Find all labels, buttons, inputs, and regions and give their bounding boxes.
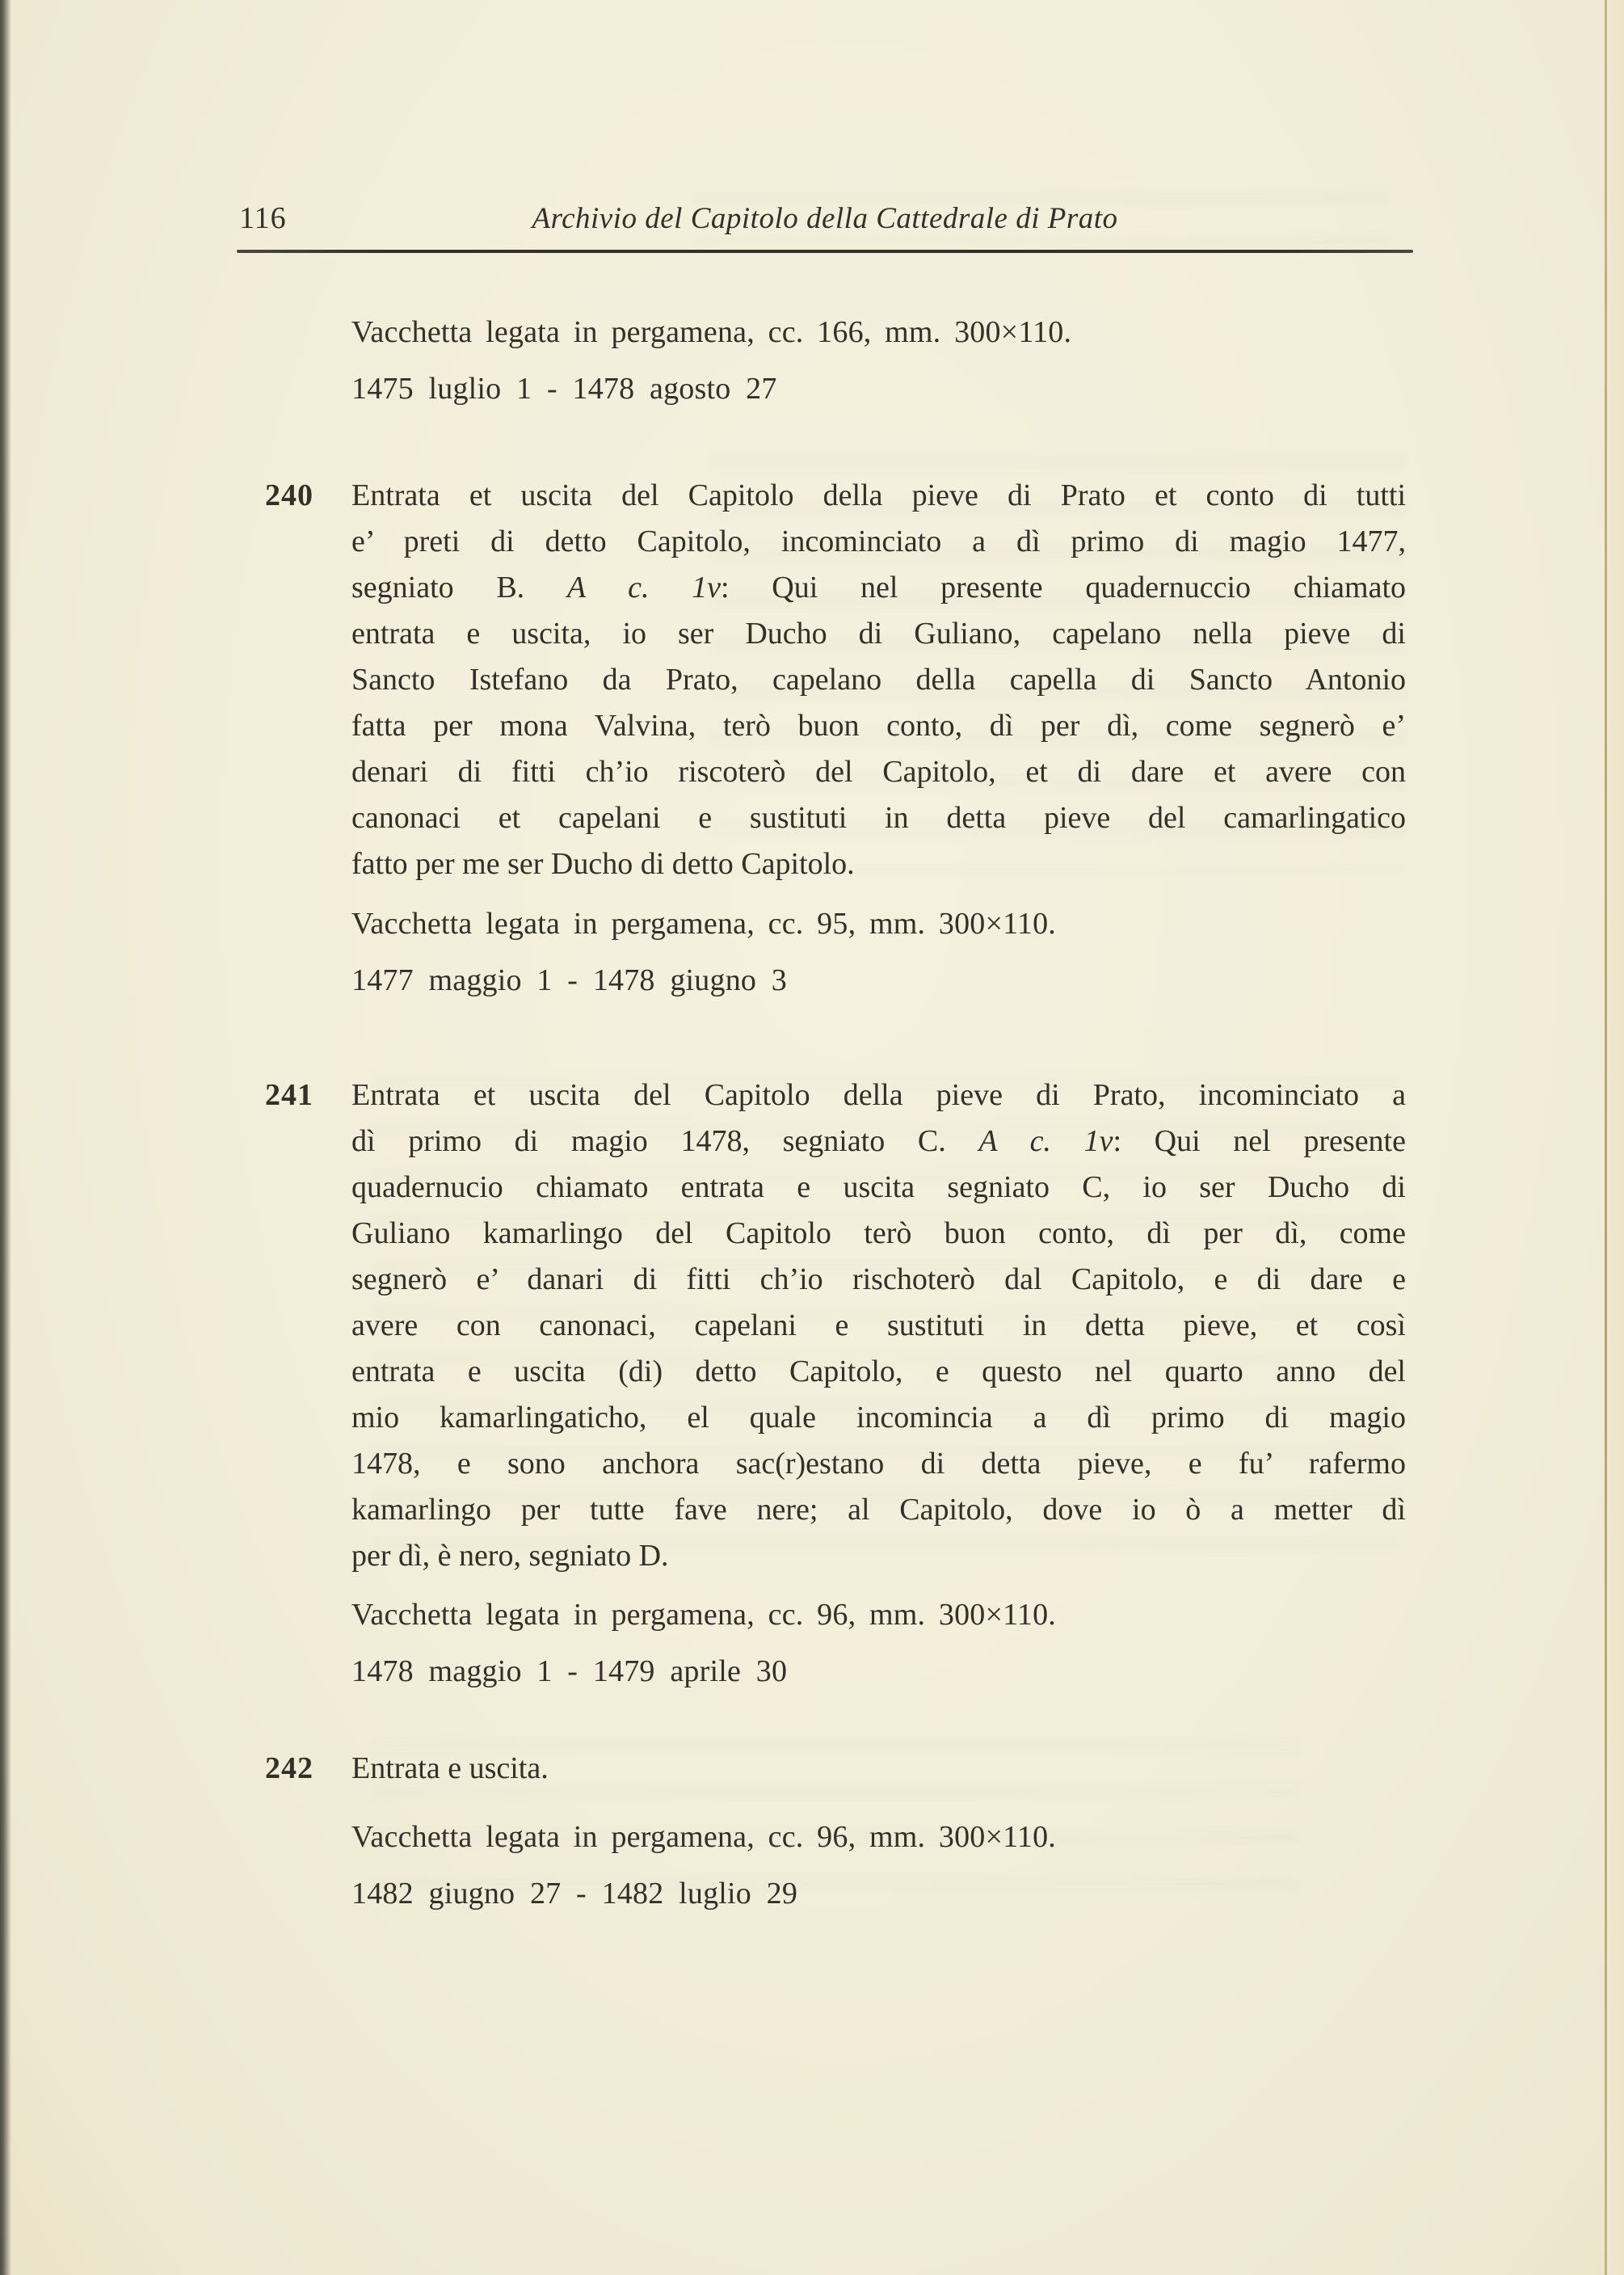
catalog-entry-240 bbox=[265, 473, 1406, 887]
folio-number: 116 bbox=[239, 201, 287, 235]
physical-description-line: Vacchetta legata in pergamena, cc. 166, mm. 300×110. bbox=[351, 315, 1072, 349]
entry-240-dates bbox=[351, 962, 1406, 999]
page-edge-strip bbox=[1607, 0, 1624, 2275]
entry-paragraph bbox=[351, 473, 1406, 887]
catalog-entry-242 bbox=[265, 1746, 1406, 1792]
physical-description-line: Vacchetta legata in pergamena, cc. 95, mm. 300×110. bbox=[351, 907, 1057, 941]
date-range-line: 1475 luglio 1 - 1478 agosto 27 bbox=[351, 372, 777, 406]
text-line: mio kamarlingaticho, el quale incomincia a dì primo di magio bbox=[351, 1401, 1406, 1435]
text-line: per dì, è nero, segniato D. bbox=[351, 1539, 669, 1573]
text-line: e’ preti di detto Capitolo, incominciato a dì primo di magio 1477, bbox=[351, 525, 1406, 558]
text-line bbox=[351, 1119, 1406, 1165]
text-line bbox=[351, 565, 1406, 611]
text-line: kamarlingo per tutte fave nere; al Capitolo, dove io ò a metter dì bbox=[351, 1493, 1406, 1527]
text-segment: segniato B. bbox=[351, 571, 567, 605]
text-line: Sancto Istefano da Prato, capelano della capella di Sancto Antonio bbox=[351, 663, 1406, 697]
entry-241-physical bbox=[351, 1596, 1406, 1633]
entry-number: 240 bbox=[265, 478, 313, 512]
entry-number: 242 bbox=[265, 1751, 313, 1785]
date-range-line: 1482 giugno 27 - 1482 luglio 29 bbox=[351, 1877, 798, 1911]
date-range-line: 1477 maggio 1 - 1478 giugno 3 bbox=[351, 963, 787, 997]
folio-citation: A c. 1v bbox=[978, 1124, 1113, 1158]
running-header: Archivio del Capitolo della Cattedrale di Prato bbox=[532, 202, 1118, 235]
date-range-line: 1478 maggio 1 - 1479 aprile 30 bbox=[351, 1654, 788, 1688]
folio-citation: A c. 1v bbox=[566, 571, 722, 605]
text-line: canonaci et capelani e sustituti in detta pieve del camarlingatico bbox=[351, 801, 1406, 835]
intro-item-dates bbox=[351, 370, 1406, 407]
text-line: Entrata e uscita. bbox=[351, 1751, 549, 1785]
physical-description-line: Vacchetta legata in pergamena, cc. 96, mm. 300×110. bbox=[351, 1598, 1057, 1632]
entry-240-physical bbox=[351, 905, 1406, 942]
header-rule bbox=[237, 250, 1413, 253]
text-segment: : Qui nel presente bbox=[1113, 1124, 1406, 1158]
entry-paragraph bbox=[351, 1746, 1406, 1792]
text-line: quadernucio chiamato entrata e uscita segniato C, io ser Ducho di bbox=[351, 1170, 1406, 1204]
entry-242-dates bbox=[351, 1875, 1406, 1912]
entry-number: 241 bbox=[265, 1078, 313, 1112]
text-line: Entrata et uscita del Capitolo della pieve di Prato, incominciato a bbox=[351, 1078, 1406, 1112]
text-line: 1478, e sono anchora sac(r)estano di detta pieve, e fu’ rafermo bbox=[351, 1447, 1406, 1481]
text-line: Guliano kamarlingo del Capitolo terò buon conto, dì per dì, come bbox=[351, 1216, 1406, 1250]
text-line: segnerò e’ danari di fitti ch’io rischoterò dal Capitolo, e di dare e bbox=[351, 1262, 1406, 1296]
text-segment: : Qui nel presente quadernuccio chiamato bbox=[721, 571, 1406, 605]
text-line: fatto per me ser Ducho di detto Capitolo. bbox=[351, 847, 855, 881]
text-segment: dì primo di magio 1478, segniato C. bbox=[351, 1124, 979, 1158]
intro-item-block bbox=[351, 314, 1406, 351]
page-edge-line bbox=[1605, 0, 1607, 2275]
physical-description-line: Vacchetta legata in pergamena, cc. 96, mm. 300×110. bbox=[351, 1820, 1057, 1854]
entry-242-physical bbox=[351, 1818, 1406, 1856]
text-line: entrata e uscita (di) detto Capitolo, e questo nel quarto anno del bbox=[351, 1354, 1406, 1388]
text-line: Entrata et uscita del Capitolo della pieve di Prato et conto di tutti bbox=[351, 478, 1406, 512]
text-line: fatta per mona Valvina, terò buon conto, dì per dì, come segnerò e’ bbox=[351, 709, 1406, 743]
text-line: avere con canonaci, capelani e sustituti in detta pieve, et così bbox=[351, 1308, 1406, 1342]
catalog-entry-241 bbox=[265, 1072, 1406, 1579]
text-line: denari di fitti ch’io riscoterò del Capitolo, et di dare et avere con bbox=[351, 755, 1406, 789]
text-line: entrata e uscita, io ser Ducho di Guliano, capelano nella pieve di bbox=[351, 617, 1406, 651]
entry-paragraph bbox=[351, 1072, 1406, 1579]
scan-gutter-shadow bbox=[0, 0, 11, 2275]
entry-241-dates bbox=[351, 1653, 1406, 1690]
